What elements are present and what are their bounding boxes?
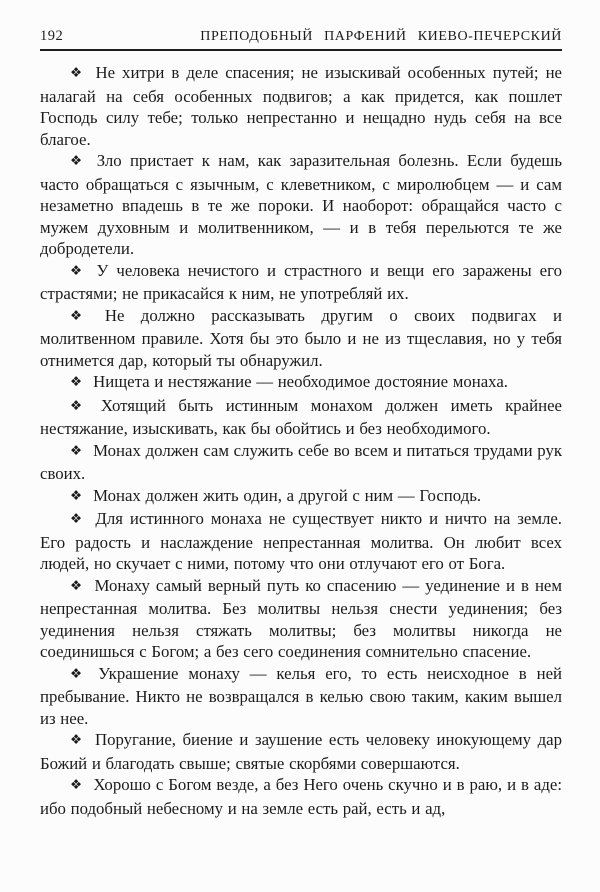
diamond-bullet-icon: ❖ xyxy=(70,665,88,682)
paragraph-text: Для истинного монаха не существует никто и ничто на земле. Его радость и наслаждение непрестанная молитва. Он любит всех людей, но скучает с ними, потому что они отлучают его от Бога. xyxy=(40,509,562,573)
diamond-bullet-icon: ❖ xyxy=(70,577,84,594)
paragraph-text: Украшение монаху — келья его, то есть неисходное в ней пребывание. Никто не возвращался в келью свою таким, каким вышел из нее. xyxy=(40,663,562,728)
paragraph-text: Монах должен сам служить себе во всем и питаться трудами рук своих. xyxy=(40,440,562,483)
paragraph-text: Хорошо с Богом везде, а без Него очень скучно и в раю, и в аде: ибо подобный небесному и на земле есть рай, есть и ад, xyxy=(40,775,562,818)
paragraph xyxy=(40,440,562,485)
paragraph-text: Монах должен жить один, а другой с ним — Господь. xyxy=(93,485,482,505)
diamond-bullet-icon: ❖ xyxy=(70,732,84,748)
paragraph-text: Нищета и нестяжание — необходимое достояние монаха. xyxy=(93,372,508,391)
paragraph xyxy=(40,371,562,395)
diamond-bullet-icon: ❖ xyxy=(70,307,94,324)
paragraph xyxy=(40,663,562,730)
diamond-bullet-icon: ❖ xyxy=(70,397,90,414)
paragraph xyxy=(40,305,562,372)
paragraph-text: Не хитри в деле спасения; не изыскивай особенных путей; не налагай на себя особенных подвигов; а как придется, как пошлет Господь силу тебе; только непрестанно и нещадно нудь себя на все благое. xyxy=(40,63,562,149)
paragraph xyxy=(40,395,562,440)
paragraph-text: Хотящий быть истинным монахом должен иметь крайнее нестяжание, изыскивать, как бы обойтись и без необходимого. xyxy=(40,395,562,438)
paragraph-text: Не должно рассказывать другим о своих подвигах и молитвенном правиле. Хотя бы это было и не из тщеславия, но у тебя отнимется дар, который ты обнаружил. xyxy=(40,305,562,370)
paragraph-text: У человека нечистого и страстного и вещи его заражены его страстями; не прикасайся к ним, не употребляй их. xyxy=(40,260,562,303)
page-number: 192 xyxy=(40,28,64,44)
paragraph xyxy=(40,508,562,575)
paragraph xyxy=(40,150,562,260)
diamond-bullet-icon: ❖ xyxy=(70,374,83,390)
diamond-bullet-icon: ❖ xyxy=(70,777,83,793)
paragraph-text: Поругание, биение и заушение есть человеку инокующему дар Божий и благодать свыше; святые скорбями совершаются. xyxy=(40,730,562,773)
running-title: ПРЕПОДОБНЫЙ ПАРФЕНИЙ КИЕВО-ПЕЧЕРСКИЙ xyxy=(200,29,562,44)
page-body xyxy=(40,62,562,819)
diamond-bullet-icon: ❖ xyxy=(70,487,83,504)
diamond-bullet-icon: ❖ xyxy=(70,153,86,169)
paragraph-text: Зло пристает к нам, как заразительная болезнь. Если будешь часто обращаться с язычным, с клеветником, с миролюбцем — и сам незаметно впадешь в те же пороки. И наоборот: обращайся часто с мужем духовным и молитвенником, — и в тебя перельются те же добродетели. xyxy=(40,151,562,258)
paragraph xyxy=(40,774,562,819)
page-header xyxy=(40,28,562,51)
diamond-bullet-icon: ❖ xyxy=(70,262,86,279)
paragraph xyxy=(40,260,562,305)
paragraph xyxy=(40,575,562,663)
paragraph xyxy=(40,729,562,774)
diamond-bullet-icon: ❖ xyxy=(70,442,83,459)
paragraph xyxy=(40,62,562,150)
paragraph-text: Монаху самый верный путь ко спасению — уединение и в нем непрестанная молитва. Без молитвы нельзя снести уединения; без уединения нельзя стяжать молитвы; без молитвы никогда не соединишься с Богом; а без сего соединения сомнительно спасение. xyxy=(40,575,562,661)
paragraph xyxy=(40,485,562,509)
diamond-bullet-icon: ❖ xyxy=(70,65,85,81)
diamond-bullet-icon: ❖ xyxy=(70,511,85,527)
